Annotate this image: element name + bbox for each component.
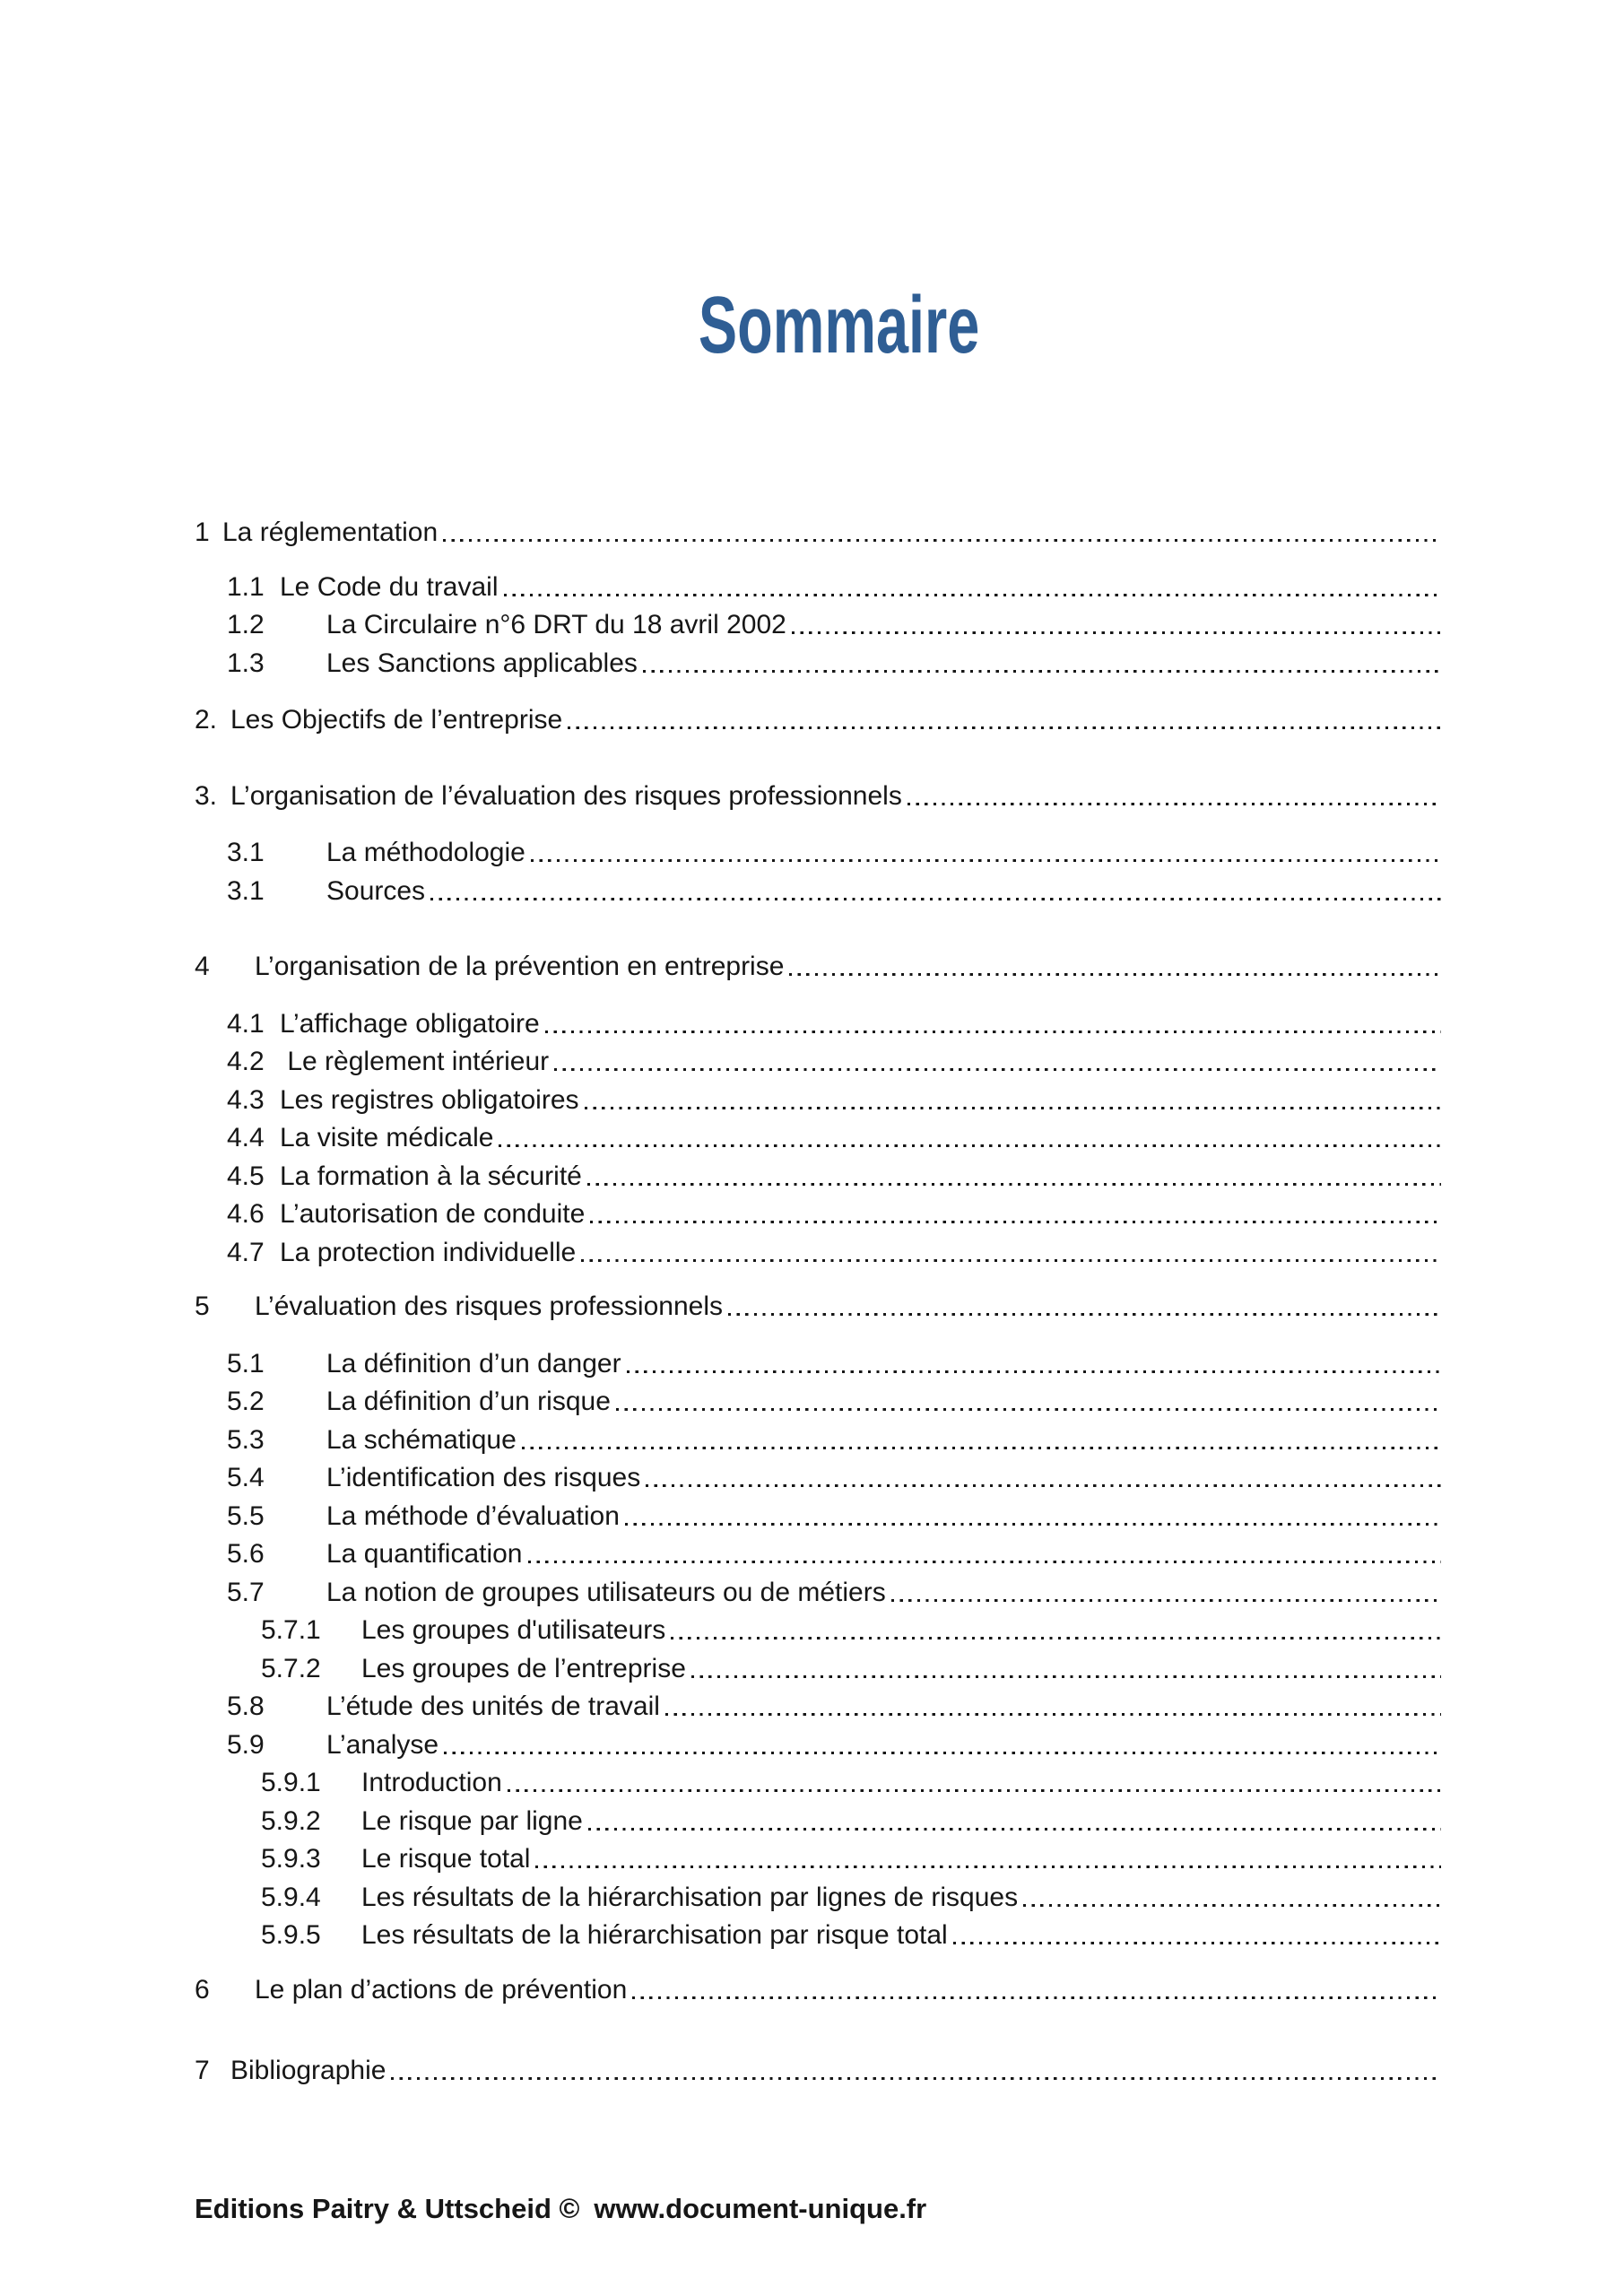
dot-leader: [620, 1498, 1441, 1536]
toc-entry-number: 6: [195, 1974, 210, 2005]
dot-leader: [723, 1288, 1441, 1326]
dot-leader: [562, 701, 1441, 740]
dot-leader: [786, 606, 1441, 645]
toc-entry-number: 7: [195, 2056, 210, 2085]
toc-entry-label: Les groupes de l’entreprise: [361, 1653, 686, 1683]
dot-leader: [621, 1345, 1441, 1384]
dot-leader: [665, 1612, 1441, 1650]
toc-entry[interactable]: [227, 1005, 1441, 1044]
toc-entry[interactable]: [227, 1688, 1441, 1726]
dot-leader: [549, 1043, 1441, 1082]
toc-entry-label: La définition d’un danger: [326, 1348, 621, 1378]
toc-entry[interactable]: [227, 569, 1441, 607]
footer-site-url[interactable]: www.document-unique.fr: [594, 2193, 927, 2224]
toc-entry-number: 5.7.1: [261, 1615, 321, 1645]
toc-entry-label: Les Objectifs de l’entreprise: [230, 705, 563, 735]
dot-leader: [583, 1803, 1441, 1841]
toc-entry-label: Les registres obligatoires: [280, 1084, 579, 1115]
toc-entry-number: 1.3: [227, 648, 265, 678]
toc-entry-label: L’étude des unités de travail: [326, 1692, 660, 1721]
toc-entry[interactable]: [227, 873, 1441, 911]
dot-leader: [493, 1119, 1441, 1158]
toc-entry[interactable]: [195, 1971, 1441, 2010]
toc-entry-label: La visite médicale: [280, 1123, 494, 1152]
page-title-text: Sommaire: [698, 281, 980, 370]
dot-leader: [585, 1196, 1441, 1234]
dot-leader: [499, 569, 1442, 607]
toc-entry[interactable]: [261, 1612, 1441, 1650]
toc-entry[interactable]: [227, 1535, 1441, 1574]
toc-entry-label: Les Sanctions applicables: [326, 648, 638, 678]
toc-entry-number: 5.7: [227, 1577, 265, 1607]
dot-leader: [540, 1005, 1441, 1044]
toc-entry[interactable]: [195, 2052, 1441, 2091]
dot-leader: [948, 1917, 1441, 1955]
page-title: [0, 281, 1624, 370]
toc-entry-number: 5.8: [227, 1692, 265, 1721]
toc-entry-number: 5.9.3: [261, 1844, 321, 1874]
toc-entry-number: 1.2: [227, 610, 265, 639]
footer-publisher: Editions Paitry & Uttscheid ©: [195, 2193, 580, 2224]
dot-leader: [576, 1234, 1441, 1273]
toc-entry[interactable]: [227, 1422, 1441, 1460]
toc-entry[interactable]: [261, 1840, 1441, 1879]
toc-entry-label: Les résultats de la hiérarchisation par risque total: [361, 1920, 948, 1950]
dot-leader: [425, 873, 1441, 911]
toc-entry-label: Introduction: [361, 1768, 502, 1797]
toc-entry-number: 5.9.2: [261, 1805, 321, 1836]
toc-entry-number: 5.9: [227, 1729, 265, 1760]
dot-leader: [439, 1726, 1441, 1765]
toc-entry-label: L’analyse: [326, 1729, 439, 1760]
toc-entry-number: 4.5: [227, 1161, 265, 1191]
toc-entry-label: La méthode d’évaluation: [326, 1500, 620, 1531]
toc-entry[interactable]: [227, 1574, 1441, 1613]
dot-leader: [438, 514, 1441, 552]
dot-leader: [386, 2052, 1441, 2091]
toc-entry-number: 1: [195, 517, 210, 547]
toc-entry-label: Sources: [326, 875, 426, 906]
toc-entry-label: Le plan d’actions de prévention: [255, 1974, 628, 2005]
dot-leader: [517, 1422, 1441, 1460]
toc-entry-label: Bibliographie: [230, 2056, 386, 2085]
dot-leader: [611, 1383, 1441, 1422]
toc-entry-label: L’autorisation de conduite: [280, 1199, 586, 1229]
toc-entry-number: 4.2: [227, 1047, 265, 1076]
toc-entry-number: 5.3: [227, 1424, 265, 1455]
toc-entry[interactable]: [195, 701, 1441, 740]
dot-leader: [660, 1688, 1441, 1726]
toc-entry-label: La quantification: [326, 1539, 523, 1569]
dot-leader: [638, 645, 1441, 683]
toc-entry[interactable]: [227, 645, 1441, 683]
toc-entry-number: 4.7: [227, 1237, 265, 1267]
dot-leader: [579, 1082, 1441, 1120]
toc-entry-number: 1.1: [227, 571, 265, 602]
dot-leader: [502, 1764, 1441, 1803]
dot-leader: [530, 1840, 1441, 1879]
toc-entry[interactable]: [227, 1119, 1441, 1158]
toc-entry[interactable]: [227, 1196, 1441, 1234]
toc-entry-label: La Circulaire n°6 DRT du 18 avril 2002: [326, 610, 786, 639]
toc-entry-number: 5.6: [227, 1539, 265, 1569]
toc-entry-number: 4.1: [227, 1008, 265, 1039]
page-footer: [195, 2195, 926, 2222]
toc-entry-label: L’organisation de la prévention en entreprise: [255, 952, 785, 981]
dot-leader: [582, 1158, 1441, 1196]
toc-entry[interactable]: [227, 606, 1441, 645]
dot-leader: [784, 948, 1441, 987]
toc-entry[interactable]: [227, 1158, 1441, 1196]
dot-leader: [640, 1459, 1441, 1498]
toc-entry-label: Le risque par ligne: [361, 1805, 583, 1836]
toc-entry-number: 5.5: [227, 1500, 265, 1531]
dot-leader: [902, 778, 1441, 816]
dot-leader: [1018, 1879, 1441, 1918]
table-of-contents: [195, 514, 1441, 2091]
dot-leader: [627, 1971, 1441, 2010]
toc-entry[interactable]: [261, 1803, 1441, 1841]
toc-entry[interactable]: [227, 1498, 1441, 1536]
toc-entry-number: 5.9.4: [261, 1882, 321, 1912]
toc-entry-label: Les groupes d'utilisateurs: [361, 1615, 666, 1645]
toc-entry-label: La définition d’un risque: [326, 1387, 611, 1416]
toc-entry[interactable]: [227, 1383, 1441, 1422]
toc-entry[interactable]: [227, 1082, 1441, 1120]
toc-entry-label: La schématique: [326, 1424, 517, 1455]
toc-entry[interactable]: [227, 834, 1441, 873]
toc-entry-number: 5: [195, 1292, 210, 1321]
toc-entry-number: 5.4: [227, 1463, 265, 1492]
toc-entry[interactable]: [227, 1234, 1441, 1273]
toc-entry[interactable]: [227, 1726, 1441, 1765]
toc-entry-label: Les résultats de la hiérarchisation par lignes de risques: [361, 1882, 1019, 1912]
dot-leader: [886, 1574, 1441, 1613]
toc-entry[interactable]: [195, 514, 1441, 552]
toc-entry-number: 5.9.1: [261, 1768, 321, 1797]
toc-entry-number: 5.7.2: [261, 1653, 321, 1683]
toc-entry[interactable]: [261, 1879, 1441, 1918]
toc-entry-label: L’évaluation des risques professionnels: [255, 1292, 723, 1321]
toc-entry-number: 5.2: [227, 1387, 265, 1416]
toc-entry-number: 4.4: [227, 1123, 265, 1152]
toc-entry-number: 4.6: [227, 1199, 265, 1229]
toc-entry[interactable]: [261, 1917, 1441, 1955]
toc-entry-number: 2.: [195, 705, 218, 735]
dot-leader: [686, 1650, 1441, 1689]
toc-entry-number: 5.1: [227, 1348, 265, 1378]
toc-entry-label: L’organisation de l’évaluation des risques professionnels: [230, 780, 902, 811]
toc-entry-number: 3.1: [227, 875, 265, 906]
toc-entry[interactable]: [227, 1345, 1441, 1384]
toc-entry-label: La notion de groupes utilisateurs ou de métiers: [326, 1577, 886, 1607]
toc-entry-label: La réglementation: [222, 517, 439, 547]
toc-entry-label: Le risque total: [361, 1844, 531, 1874]
toc-entry[interactable]: [195, 1288, 1441, 1326]
toc-entry[interactable]: [195, 778, 1441, 816]
toc-entry[interactable]: [261, 1764, 1441, 1803]
dot-leader: [525, 834, 1441, 873]
toc-entry[interactable]: [195, 948, 1441, 987]
toc-entry-number: 3.1: [227, 838, 265, 867]
toc-entry-label: La formation à la sécurité: [280, 1161, 582, 1191]
toc-entry-label: Le règlement intérieur: [280, 1047, 550, 1076]
toc-entry[interactable]: [261, 1650, 1441, 1689]
toc-entry-label: La méthodologie: [326, 838, 525, 867]
toc-entry-label: L’affichage obligatoire: [280, 1008, 540, 1039]
toc-entry[interactable]: [227, 1043, 1441, 1082]
toc-entry[interactable]: [227, 1459, 1441, 1498]
dot-leader: [523, 1535, 1442, 1574]
toc-entry-number: 4.3: [227, 1084, 265, 1115]
toc-entry-label: La protection individuelle: [280, 1237, 577, 1267]
toc-entry-number: 4: [195, 952, 210, 981]
toc-entry-number: 3.: [195, 780, 218, 811]
toc-entry-label: L’identification des risques: [326, 1463, 641, 1492]
toc-entry-number: 5.9.5: [261, 1920, 321, 1950]
toc-entry-label: Le Code du travail: [280, 571, 499, 602]
